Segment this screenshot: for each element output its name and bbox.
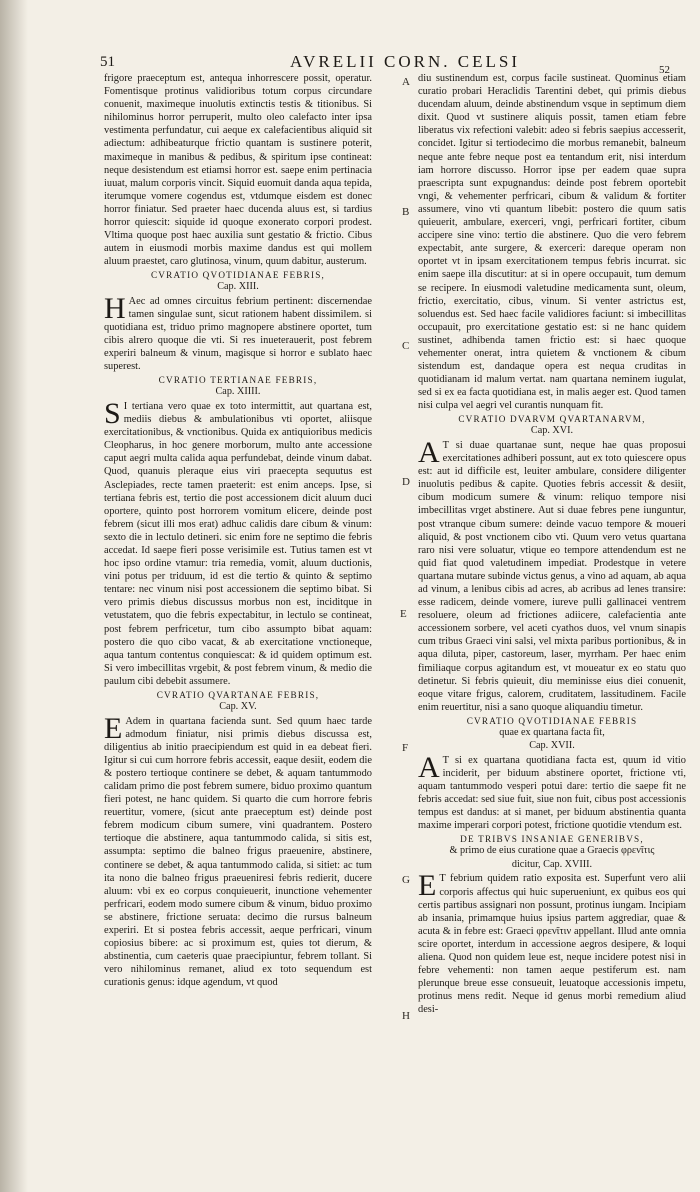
drop-capital: A [418,750,440,784]
margin-letter-h: H [402,1010,410,1022]
margin-letter-c: C [402,340,410,352]
section-heading: DE TRIBVS INSANIAE GENERIBVS, [460,834,644,845]
section-heading: CVRATIO QVOTIDIANAE FEBRIS [466,715,638,726]
gutter-shadow [0,0,28,1192]
page-header [100,52,670,76]
section-heading: CVRATIO DVARVM QVARTANARVM, [458,414,646,425]
margin-letter-f: F [402,742,409,754]
section-heading: CVRATIO TERTIANAE FEBRIS, [158,375,318,386]
chapter-number: Cap. XV. [219,701,257,713]
paragraph: diu sustinendum est, corpus facile sustineat. Quominus etiam curatio probari Heraclidis Tarentini debet, qui primis diebus ducendam aluum, deinde abstinendum vsque in septimum diem dixit. Quod vt sustinere aliquis possit, tamen etiam febre liberatus vix refectioni valebit: adeo si febris saepius accesserit, concidet. Igitur si tertiodecimo die morbus remanebit, balneum neque ante febre neque post ea tentandum erit, nisi interdum iam horrore discusso. Horror ipse per eadem quae supra praescripta sunt expugnandus: deinde post febrem oportebit vngi, & vehementer perfricari, cibum & validum & fortiter assumere, vino vti quantum libebit: postero die quum satis quieuerit, ambulare, exerceri, vngi, perfricari fortiter, cibum accipere sine vino: tertio die abstinere. Quo die vero febrem expectabit, ante surgere, & exerceri: dareque operam non oportet vt in ipsam exercitationem tempus febris incurrat. sic enim saepe illa discutitur: at si in opere occupauit, tum demum se recipere. In eiusmodi valetudine medicamenta sunt, oleum, frictio, exercitatio, cibus, vinum. Si venter astrictus est, soluendus est. Sed haec facile validiores faciunt: si imbecillitas occupauit, pro exercitatione gestatio est: si ne hanc quidem sustinet, adhibenda tamen frictio est: si haec quoque vehementer onerat, intra quietem & vnctionem & cibum sistendum est, dandaque opera est nequa cruditas in quotidianam id malum vertat. nam quartana neminem iugulat, sed si ex ea facta quotidiana est, in malis aeger est. Quod tamen nisi culpa vel aegri vel curantis nunquam fit. [418,73,686,412]
paragraph: frigore praeceptum est, antequa inhorrescere possit, operatur. Fomentisque protinus validioribus totum corpus circundare conuenit, maximeque inuolutis extinctis testis & titionibus. Si nihilominus horror perruperit, multo oleo calefacto inter ipsa vestimenta perfundatur, cui aeque ex calefacientibus aliquid sit adiectum: adhibeaturque frictio quantam is sustinere poterit, maximeque in manibus & pedibus, & spiritum ipse contineat: neque desistendum est etiamsi horror est. saepe enim pertinacia iuuat, malum corporis vincit. Siquid euomuit danda aqua tepida, iterumque vomere cogendus est, vtdumque eisdem est donec horror finiatur. Sed praeter haec ducenda aluus est, si tardius horror quiescit: siquide id quoque exonerato corpori prodest. Vltima quoque post haec auxilia sunt gestatio & frictio. Cibus autem in eiusmodi morbis maxime dandus est qui mollem aluum praestet, caro glutinosa, vinum, quum dabitur, austerum. [104,73,372,268]
margin-letter-a: A [402,76,410,88]
chapter-number: Cap. XIIII. [215,386,261,398]
chapter-number: Cap. XIII. [217,281,259,293]
paragraph: E Adem in quartana facienda sunt. Sed quum haec tarde admodum finiatur, nisi primis diebus discussa est, diligentius ab initio praecipiendum est quid in ea debeat fieri. Igitur si cui cum horrore febris accessit, eaque desiit, eodem die & postero tertioque continere se debet, & aquam tantummodo calidam primo die post febrem sumere, biduo proximo quantum fieri potest, ne hanc quidem. Si quarto die cum horrore febris reuertitur, vomere, (sicut ante praeceptum est) deinde post febrem modicum cibum sumere, vini quadrantem. Postero tertioque die abstinere, aqua tantummodo calida, si sitis est, assumpta: septimo die balneo frigus praeuenire, abstinere, continere se debet, & aqua tantummodo calida, si sitiet: ac tum ita nono die balneo frigus praeueniresi febris redierit, ducere aluum: vbi ex eo corpus conquieuerit, inunctione vehementer perfricari, eodem modo sumere cibum & vinum, biduo proximo se abstinere, frictione seruata: decimo die rursus balneum experiri. Et si postea febris accessit, aeque perfricari, vinum copiosius bibere: ac si proximum est, quies tot dierum, & abstinentia, cum caeteris quae praecipiuntur, febrem tollant. Si vero nihilominus remanet, aliud ex toto sequendum est curationis genus: idque agendum, vt quod [104,711,372,989]
section-heading: CVRATIO QVOTIDIANAE FEBRIS, [150,270,326,281]
drop-capital: S [104,396,121,430]
paragraph: E T febrium quidem ratio exposita est. Superfunt vero alii corporis affectus qui huic superueniunt, ex quibus eos qui certis partibus assignari non possunt, protinus iungam. Incipiam ab insania, primamque huius ipsius partem aggrediar, quae & acuta & in febre est: Graeci φρενῖτιν appellant. Illud ante omnia scire oportet, interdum in accessione aegros desipere, & loqui aliena. Quod non quidem leue est, neque incidere potest nisi in febre vehementi: non tamen aeque pestiferum est. nam plerunque breue esse consueuit, leuatoque accessionis impetu, protinus mens redit. Neque id genus morbi remedium aliud desi- [418,869,686,1016]
drop-capital: H [104,291,126,325]
section-subheading: & primo de eius curatione quae a Graecis φρενῖτις [449,845,655,857]
folio-number-left: 51 [100,54,115,70]
drop-capital: E [418,869,437,903]
margin-letter-g: G [402,874,410,886]
chapter-number: dicitur, Cap. XVIII. [511,858,593,870]
paragraph: A T si ex quartana quotidiana facta est, quum id vitio inciderit, per biduum abstinere oportet, frictione vti, aquam tantummodo vesperi potui dare: tertio die saepe fit ne febris accedat: sed siue fuit, siue non fuit, cibus post accessionis tempus est dandus: at si manet, per biduum abstinentia quanta maxime imperari corpori potest, frictione quotidie vtendum est. [418,750,686,832]
running-head: AVRELII CORN. CELSI [290,52,520,71]
margin-letter-b: B [402,206,410,218]
chapter-number: Cap. XVII. [529,740,575,752]
chapter-number: Cap. XVI. [530,425,574,437]
folio-number-right: 52 [659,64,670,76]
margin-letter-e: E [400,608,407,620]
margin-letter-d: D [402,476,410,488]
left-text-column [104,72,372,1112]
section-heading: CVRATIO QVARTANAE FEBRIS, [156,690,320,701]
drop-capital: A [418,435,440,469]
drop-capital: E [104,711,123,745]
paragraph: H Aec ad omnes circuitus febrium pertinent: discernendae tamen singulae sunt, sicut rationem habent dissimilem. si quotidiana est, triduo primo magnopere abstinere oportet, tum cibis alrero quoque die vti. Si res inueterauerit, post febrem experiri balneum & vinum, magisque si horror e sublato haec superest. [104,291,372,373]
paragraph: S I tertiana vero quae ex toto intermittit, aut quartana est, mediis diebus & ambulationibus vti oportet, aliisque exercitationibus, & vnctionibus. Quida ex antiquioribus medicis Cleopharus, in hoc genere morborum, multo ante accessione caput aegri multa calida aqua perfundebat, deinde vinum dabat. Quod, quanuis pleraque eius viri praecepta sequutus est Asclepiades, recte tamen praeterit: est enim anceps. Ipse, si tertiana febris est, tertio die post accessionem dicit aluum duci oportere, quinto post horrorem vomitum elicere, deinde post febrem (sicut illi mos erat) adhuc calidis dare cibum & vinum: sexto die in lectulo detineri. sic enim fore ne septimo die febris accedat. Id saepe fieri posse verisimile est. Tutius tamen est vt hoc ipso ordine vtamur: tria remedia, vomit, aluum ductionis, vini potus per triduum, id est die tertio & quinto & septimo tentare: nec vinum nisi post accessionem die septimo bibat. Si vero primis diebus discussus morbus non est, inciditque in vetustatem, quo die febris expectabitur, in lectulo se contineat, post febrem perfricetur, tum cibo assumpto bibat aquam: postero die quo cibo vacat, & ab exercitatione vnctioneque, aqua tantum contentus conquiescat: & id quidem optimum est. Si vero imbecillitas vrgebit, & post febrem vinum, & medio die paulum cibi debebit assumere. [104,396,372,687]
section-subheading: quae ex quartana facta fit, [499,726,605,738]
right-text-column [418,72,686,1112]
paragraph: A T si duae quartanae sunt, neque hae quas proposui exercitationes adhiberi possunt, aut ex toto quiescere opus est: aut id difficile est, leuiter ambulare, considere diligenter inuolutis pedibus & capite. Quoties febris accessit & desiit, cibum modicum sumere & vinum: reliquo tempore nisi imbecillitas vrget abstinere. Aut si duae febres pene iunguntur, post vtranque cibum sumere: deinde vacuo tempore & moueri aliquid, & post vnctionem cibo vti. Quum vero vetus quartana raro nisi vere soluatur, vtique eo tempore attendendum est ne quid fiat quod valetudinem impediat. Prodestque in vetere quartana mutare subinde victus genus, a vino ad aquam, ab aqua ad vinum, a lenibus cibis ad acres, ab acribus ad lenes transire: esse radicem, deinde vomere, iureve pulli gallinacei ventrem resoluere, oleum ad frictiones adiicere, calefacientia ante accessionem sorbere, vel aceti cyathos duos, vel vnum sinapis cum tribus Graeci vini salsi, vel mixta paribus portionibus, & in aqua diluta, piper, castoreum, laser, myrrham. Per haec enim fimiliaque corpus agitandum est, vt moueatur ex eo statu quo detinetur. Si febris quieuit, diu meminisse eius diei conuenit, eoque vitare frigus, calorem, cruditatem, lassitudinem. Facile enim reuertitur, nisi a sano quoque aliquandiu timetur. [418,435,686,713]
